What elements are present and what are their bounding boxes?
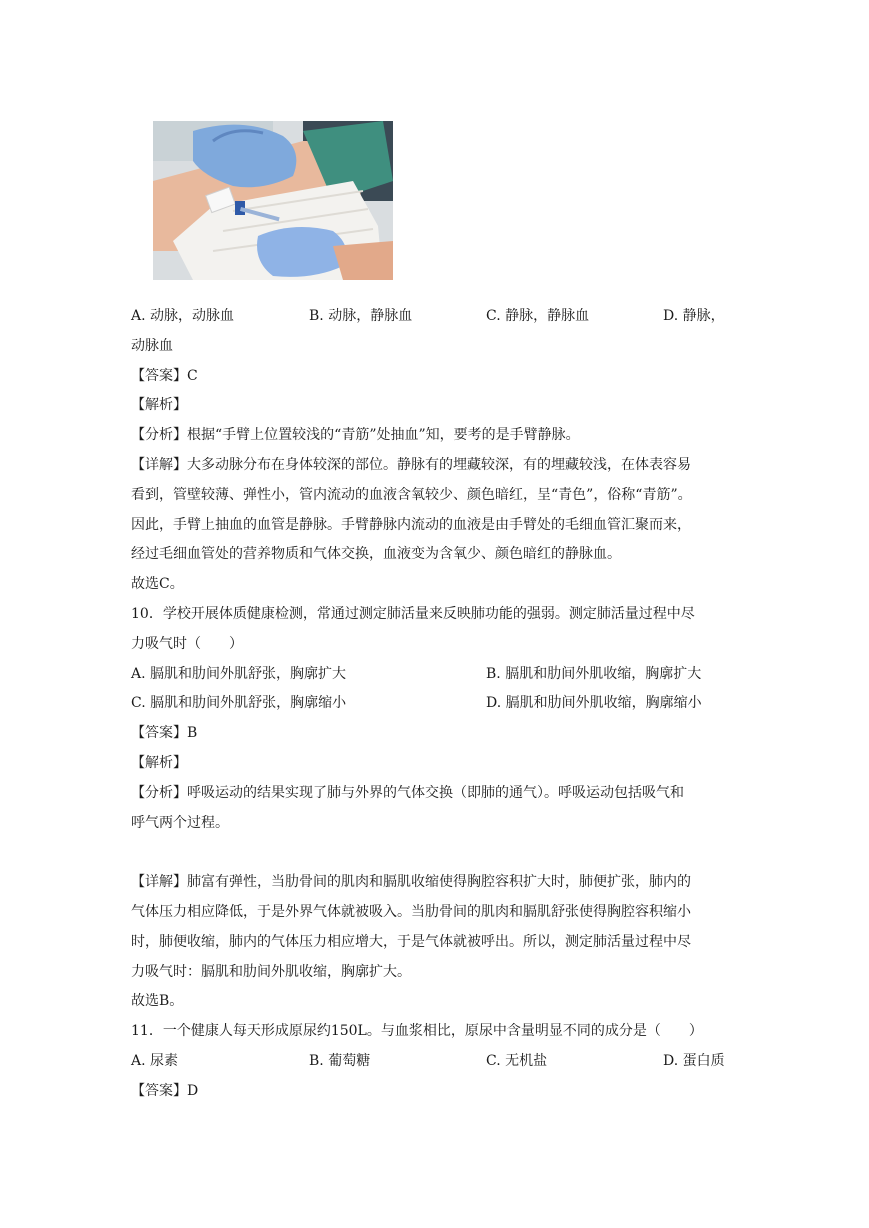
q11-option-d: D. 蛋白质 (663, 1053, 725, 1069)
blood-draw-illustration (153, 121, 393, 280)
q10-option-a: A. 膈肌和肋间外肌舒张，胸廓扩大 (131, 666, 347, 682)
q10-conclusion: 故选B。 (131, 993, 184, 1009)
q11-answer: 【答案】D (131, 1083, 199, 1099)
q10-fenxi-line: 【分析】呼吸运动的结果实现了肺与外界的气体交换（即肺的通气）。呼吸运动包括吸气和 (131, 785, 684, 801)
q9-option-a: A. 动脉，动脉血 (131, 308, 235, 324)
q11-stem: 11．一个健康人每天形成原尿约150L。与血浆相比，原尿中含量明显不同的成分是（ ） (131, 1023, 703, 1039)
q11-option-b: B. 葡萄糖 (309, 1053, 371, 1069)
q9-answer: 【答案】C (131, 368, 198, 384)
q9-xiangjie-line: 因此，手臂上抽血的血管是静脉。手臂静脉内流动的血液是由手臂处的毛细血管汇聚而来， (131, 517, 691, 533)
q9-analysis-heading: 【解析】 (131, 397, 187, 413)
q10-xiangjie-line: 【详解】肺富有弹性，当肋骨间的肌肉和膈肌收缩使得胸腔容积扩大时，肺便扩张，肺内的 (131, 874, 691, 890)
q10-stem-line: 10．学校开展体质健康检测，常通过测定肺活量来反映肺功能的强弱。测定肺活量过程中尽 (131, 606, 695, 622)
q11-option-c: C. 无机盐 (486, 1053, 548, 1069)
q10-analysis-heading: 【解析】 (131, 755, 187, 771)
q9-xiangjie-line: 看到，管壁较薄、弹性小，管内流动的血液含氧较少、颜色暗红，呈“青色”，俗称“青筋”。 (131, 487, 692, 503)
q11-option-a: A. 尿素 (131, 1053, 179, 1069)
q9-conclusion: 故选C。 (131, 576, 184, 592)
q9-option-b: B. 动脉，静脉血 (309, 308, 413, 324)
blood-draw-photo (153, 121, 393, 280)
q10-stem-line: 力吸气时（ ） (131, 636, 243, 652)
q10-fenxi-line: 呼气两个过程。 (131, 815, 229, 831)
q10-option-c: C. 膈肌和肋间外肌舒张，胸廓缩小 (131, 695, 347, 711)
q10-answer: 【答案】B (131, 725, 198, 741)
q9-fenxi: 【分析】根据“手臂上位置较浅的“青筋”处抽血”知，要考的是手臂静脉。 (131, 427, 580, 443)
q10-option-d: D. 膈肌和肋间外肌收缩，胸廓缩小 (486, 695, 702, 711)
q10-option-b: B. 膈肌和肋间外肌收缩，胸廓扩大 (486, 666, 702, 682)
q9-option-c: C. 静脉，静脉血 (486, 308, 590, 324)
q9-option-d-continued: 动脉血 (131, 338, 173, 354)
q9-option-d: D. 静脉， (663, 308, 725, 324)
q9-xiangjie-line: 经过毛细血管处的营养物质和气体交换，血液变为含氧少、颜色暗红的静脉血。 (131, 546, 621, 562)
q9-xiangjie-line: 【详解】大多动脉分布在身体较深的部位。静脉有的埋藏较深，有的埋藏较浅，在体表容易 (131, 457, 691, 473)
q10-xiangjie-line: 时，肺便收缩，肺内的气体压力相应增大，于是气体就被呼出。所以，测定肺活量过程中尽 (131, 934, 691, 950)
q10-xiangjie-line: 气体压力相应降低，于是外界气体就被吸入。当肋骨间的肌肉和膈肌舒张使得胸腔容积缩小 (131, 904, 691, 920)
q10-xiangjie-line: 力吸气时：膈肌和肋间外肌收缩，胸廓扩大。 (131, 964, 411, 980)
